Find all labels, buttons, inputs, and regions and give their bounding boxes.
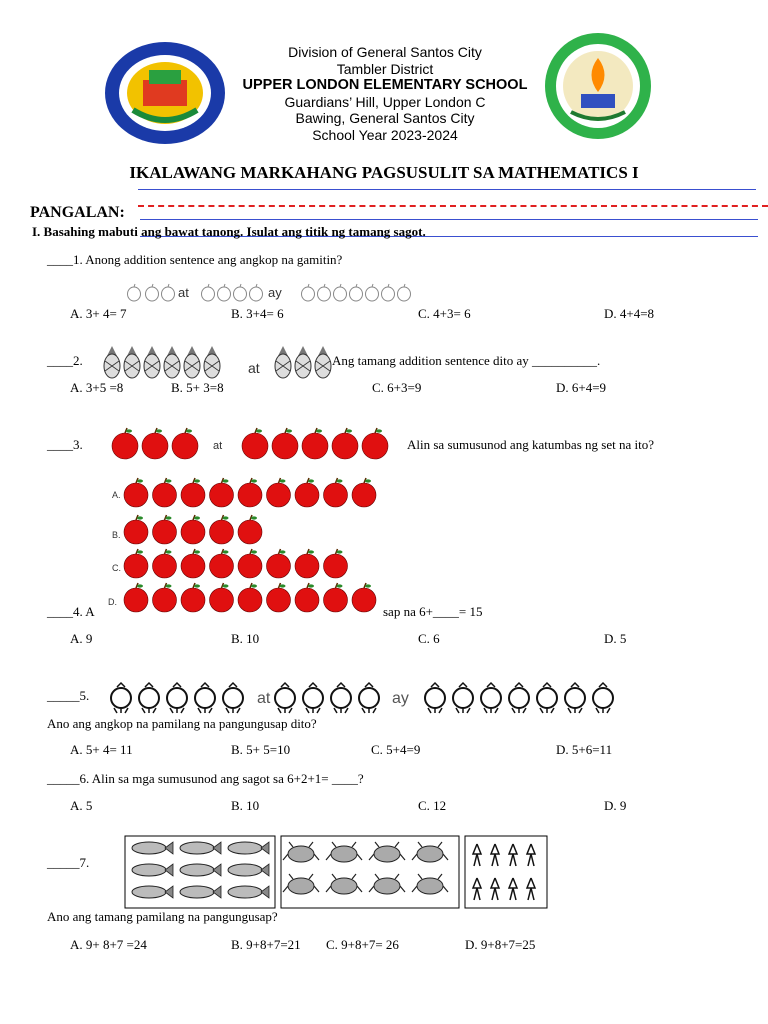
fruit-outline-icon [350,284,363,301]
q4-option-a[interactable]: A. 9 [70,631,93,646]
apple-icon [181,583,205,612]
apple-icon [267,478,291,507]
squid-icon [473,844,481,866]
apple-icon [302,428,328,459]
pineapple-icon [275,346,291,378]
apple-icon [181,549,205,578]
fruit-outline-icon [162,284,175,301]
bird-outline-icon [537,683,557,713]
q3-number: ____3. [47,437,83,452]
apple-icon [124,549,148,578]
apple-icon [242,428,268,459]
apple-icon [295,549,319,578]
squid-icon [491,844,499,866]
fish-icon [132,864,173,876]
bird-outline-icon [111,683,131,713]
crab-icon [326,874,362,894]
q5-option-d[interactable]: D. 5+6=11 [556,742,613,757]
q2-option-d[interactable]: D. 6+4=9 [556,380,607,395]
apple-icon [112,428,138,459]
apple-icon [210,515,234,544]
q2-option-a[interactable]: A. 3+5 =8 [70,380,124,395]
bird-outline-icon [223,683,243,713]
apple-icon [210,478,234,507]
q1-text: ____1. Anong addition sentence ang angkop na gamitin? [47,252,343,267]
right-seal-logo [543,30,653,142]
pineapple-icon [124,346,140,378]
apple-icon [238,478,262,507]
q7-text: Ano ang tamang pamilang na pangungusap? [47,909,278,924]
q6-option-b[interactable]: B. 10 [231,798,260,813]
fruit-outline-icon [318,284,331,301]
crab-icon [326,842,362,862]
q3-option-a[interactable]: A. [112,490,121,500]
apple-icon [295,583,319,612]
fruit-outline-icon [146,284,159,301]
page-title: IKALAWANG MARKAHANG PAGSUSULIT SA MATHEMATICS I [129,163,639,182]
apple-icon [210,549,234,578]
fish-icon [228,864,269,876]
q3-option-pictures [118,480,388,620]
q1-option-b[interactable]: B. 3+4= 6 [231,306,284,321]
apple-icon [181,515,205,544]
q2-at: at [248,360,260,376]
bird-outline-icon [275,683,295,713]
apple-icon [124,583,148,612]
squid-box [465,836,547,908]
squid-icon [491,878,499,900]
crab-icon [283,874,319,894]
apple-icon [210,583,234,612]
apple-icon [272,428,298,459]
apple-icon [324,549,348,578]
q2-picture [100,344,340,384]
district-line: Tambler District [336,60,434,77]
fish-icon [180,842,221,854]
fish-icon [180,864,221,876]
q1-option-a[interactable]: A. 3+ 4= 7 [70,306,127,321]
q7-option-d[interactable]: D. 9+8+7=25 [465,937,536,952]
apple-icon [238,515,262,544]
q6-text: _____6. Alin sa mga sumusunod ang sagot sa 6+2+1= ____? [47,771,364,786]
q1-at: at [178,285,189,300]
squid-icon [527,844,535,866]
q7-option-a[interactable]: A. 9+ 8+7 =24 [70,937,147,952]
school-name: UPPER LONDON ELEMENTARY SCHOOL [242,77,528,93]
apple-icon [153,515,177,544]
fruit-outline-icon [398,284,411,301]
bird-outline-icon [303,683,323,713]
squid-icon [473,878,481,900]
fruit-outline-icon [334,284,347,301]
apple-icon [238,549,262,578]
q2-option-b[interactable]: B. 5+ 3=8 [171,380,224,395]
division-line: Division of General Santos City [288,44,482,60]
name-dash-line [138,205,768,207]
q5-ay: ay [392,690,409,707]
bird-outline-icon [481,683,501,713]
apple-icon [332,428,358,459]
fruit-outline-icon [218,284,231,301]
bird-outline-icon [565,683,585,713]
apple-icon [153,549,177,578]
school-year: School Year 2023-2024 [312,126,458,143]
apple-icon [295,478,319,507]
address-line-1: Guardians’ Hill, Upper London C [284,93,486,110]
name-label: PANGALAN: [30,204,125,221]
apple-icon [267,583,291,612]
apple-icon [124,478,148,507]
squid-icon [509,878,517,900]
bird-outline-icon [167,683,187,713]
instructions: I. Basahing mabuti ang bawat tanong. Isulat ang titik ng tamang sagot. [32,224,426,239]
q3-at: at [213,440,223,452]
q5-option-c[interactable]: C. 5+4=9 [371,742,421,757]
q7-picture [123,834,548,914]
apple-icon [142,428,168,459]
squid-icon [527,878,535,900]
q5-number: _____5. [47,688,90,703]
q6-option-a[interactable]: A. 5 [70,798,93,813]
q7-option-b[interactable]: B. 9+8+7=21 [231,937,301,952]
crab-icon [369,874,405,894]
left-seal-logo [103,40,227,146]
q3-option-b[interactable]: B. [112,530,121,540]
q4-number: ____4. A [47,604,95,619]
apple-icon [352,478,376,507]
q7-option-c[interactable]: C. 9+8+7= 26 [326,937,399,952]
apple-icon [362,428,388,459]
fruit-outline-icon [128,284,141,301]
apple-icon [153,583,177,612]
fish-icon [228,886,269,898]
q7-number: _____7. [47,855,90,870]
pineapple-icon [104,346,120,378]
crab-icon [283,842,319,862]
school-header [225,44,545,143]
q4-option-b[interactable]: B. 10 [231,631,260,646]
q1-option-d[interactable]: D. 4+4=8 [604,306,655,321]
apple-icon [238,583,262,612]
crab-icon [412,874,448,894]
q2-option-c[interactable]: C. 6+3=9 [372,380,422,395]
fruit-outline-icon [366,284,379,301]
apple-icon [124,515,148,544]
q1-option-c[interactable]: C. 4+3= 6 [418,306,471,321]
fruit-outline-icon [250,284,263,301]
q4-option-d[interactable]: D. 5 [604,631,627,646]
q3-option-c[interactable]: C. [112,563,121,573]
fish-icon [132,842,173,854]
squid-icon [509,844,517,866]
pineapple-icon [164,346,180,378]
apple-icon [267,549,291,578]
q5-option-b[interactable]: B. 5+ 5=10 [231,742,291,757]
fruit-outline-icon [234,284,247,301]
address-line-2: Bawing, General Santos City [295,110,475,126]
q3-picture [105,424,415,464]
bird-outline-icon [593,683,613,713]
bird-outline-icon [195,683,215,713]
q1-ay: ay [268,285,282,300]
apple-icon [172,428,198,459]
pineapple-icon [184,346,200,378]
pineapple-icon [295,346,311,378]
q6-option-d[interactable]: D. 9 [604,798,627,813]
apple-icon [153,478,177,507]
q5-text: Ano ang angkop na pamilang na pangungusap dito? [47,716,317,731]
bird-outline-icon [331,683,351,713]
q3-option-d[interactable]: D. [108,597,117,607]
fruit-outline-icon [382,284,395,301]
fruit-outline-icon [202,284,215,301]
apple-icon [324,478,348,507]
fish-icon [132,886,173,898]
q2-text: Ang tamang addition sentence dito ay __________. [332,353,601,368]
bird-outline-icon [359,683,379,713]
fish-icon [180,886,221,898]
apple-icon [324,583,348,612]
bird-outline-icon [425,683,445,713]
pineapple-icon [204,346,220,378]
q4-option-c[interactable]: C. 6 [418,631,440,646]
q6-option-c[interactable]: C. 12 [418,798,447,813]
bird-outline-icon [509,683,529,713]
title-underline [138,189,756,190]
q4-text: sap na 6+____= 15 [383,604,483,619]
apple-icon [352,583,376,612]
pineapple-icon [144,346,160,378]
name-underline [140,219,758,220]
q5-at: at [257,690,271,707]
pineapple-icon [315,346,331,378]
apple-icon [181,478,205,507]
fruit-outline-icon [302,284,315,301]
crab-icon [369,842,405,862]
fish-icon [228,842,269,854]
bird-outline-icon [453,683,473,713]
q2-number: ____2. [47,353,83,368]
q3-text: Alin sa sumusunod ang katumbas ng set na ito? [407,437,654,452]
crab-icon [412,842,448,862]
bird-outline-icon [139,683,159,713]
q5-option-a[interactable]: A. 5+ 4= 11 [70,742,133,757]
